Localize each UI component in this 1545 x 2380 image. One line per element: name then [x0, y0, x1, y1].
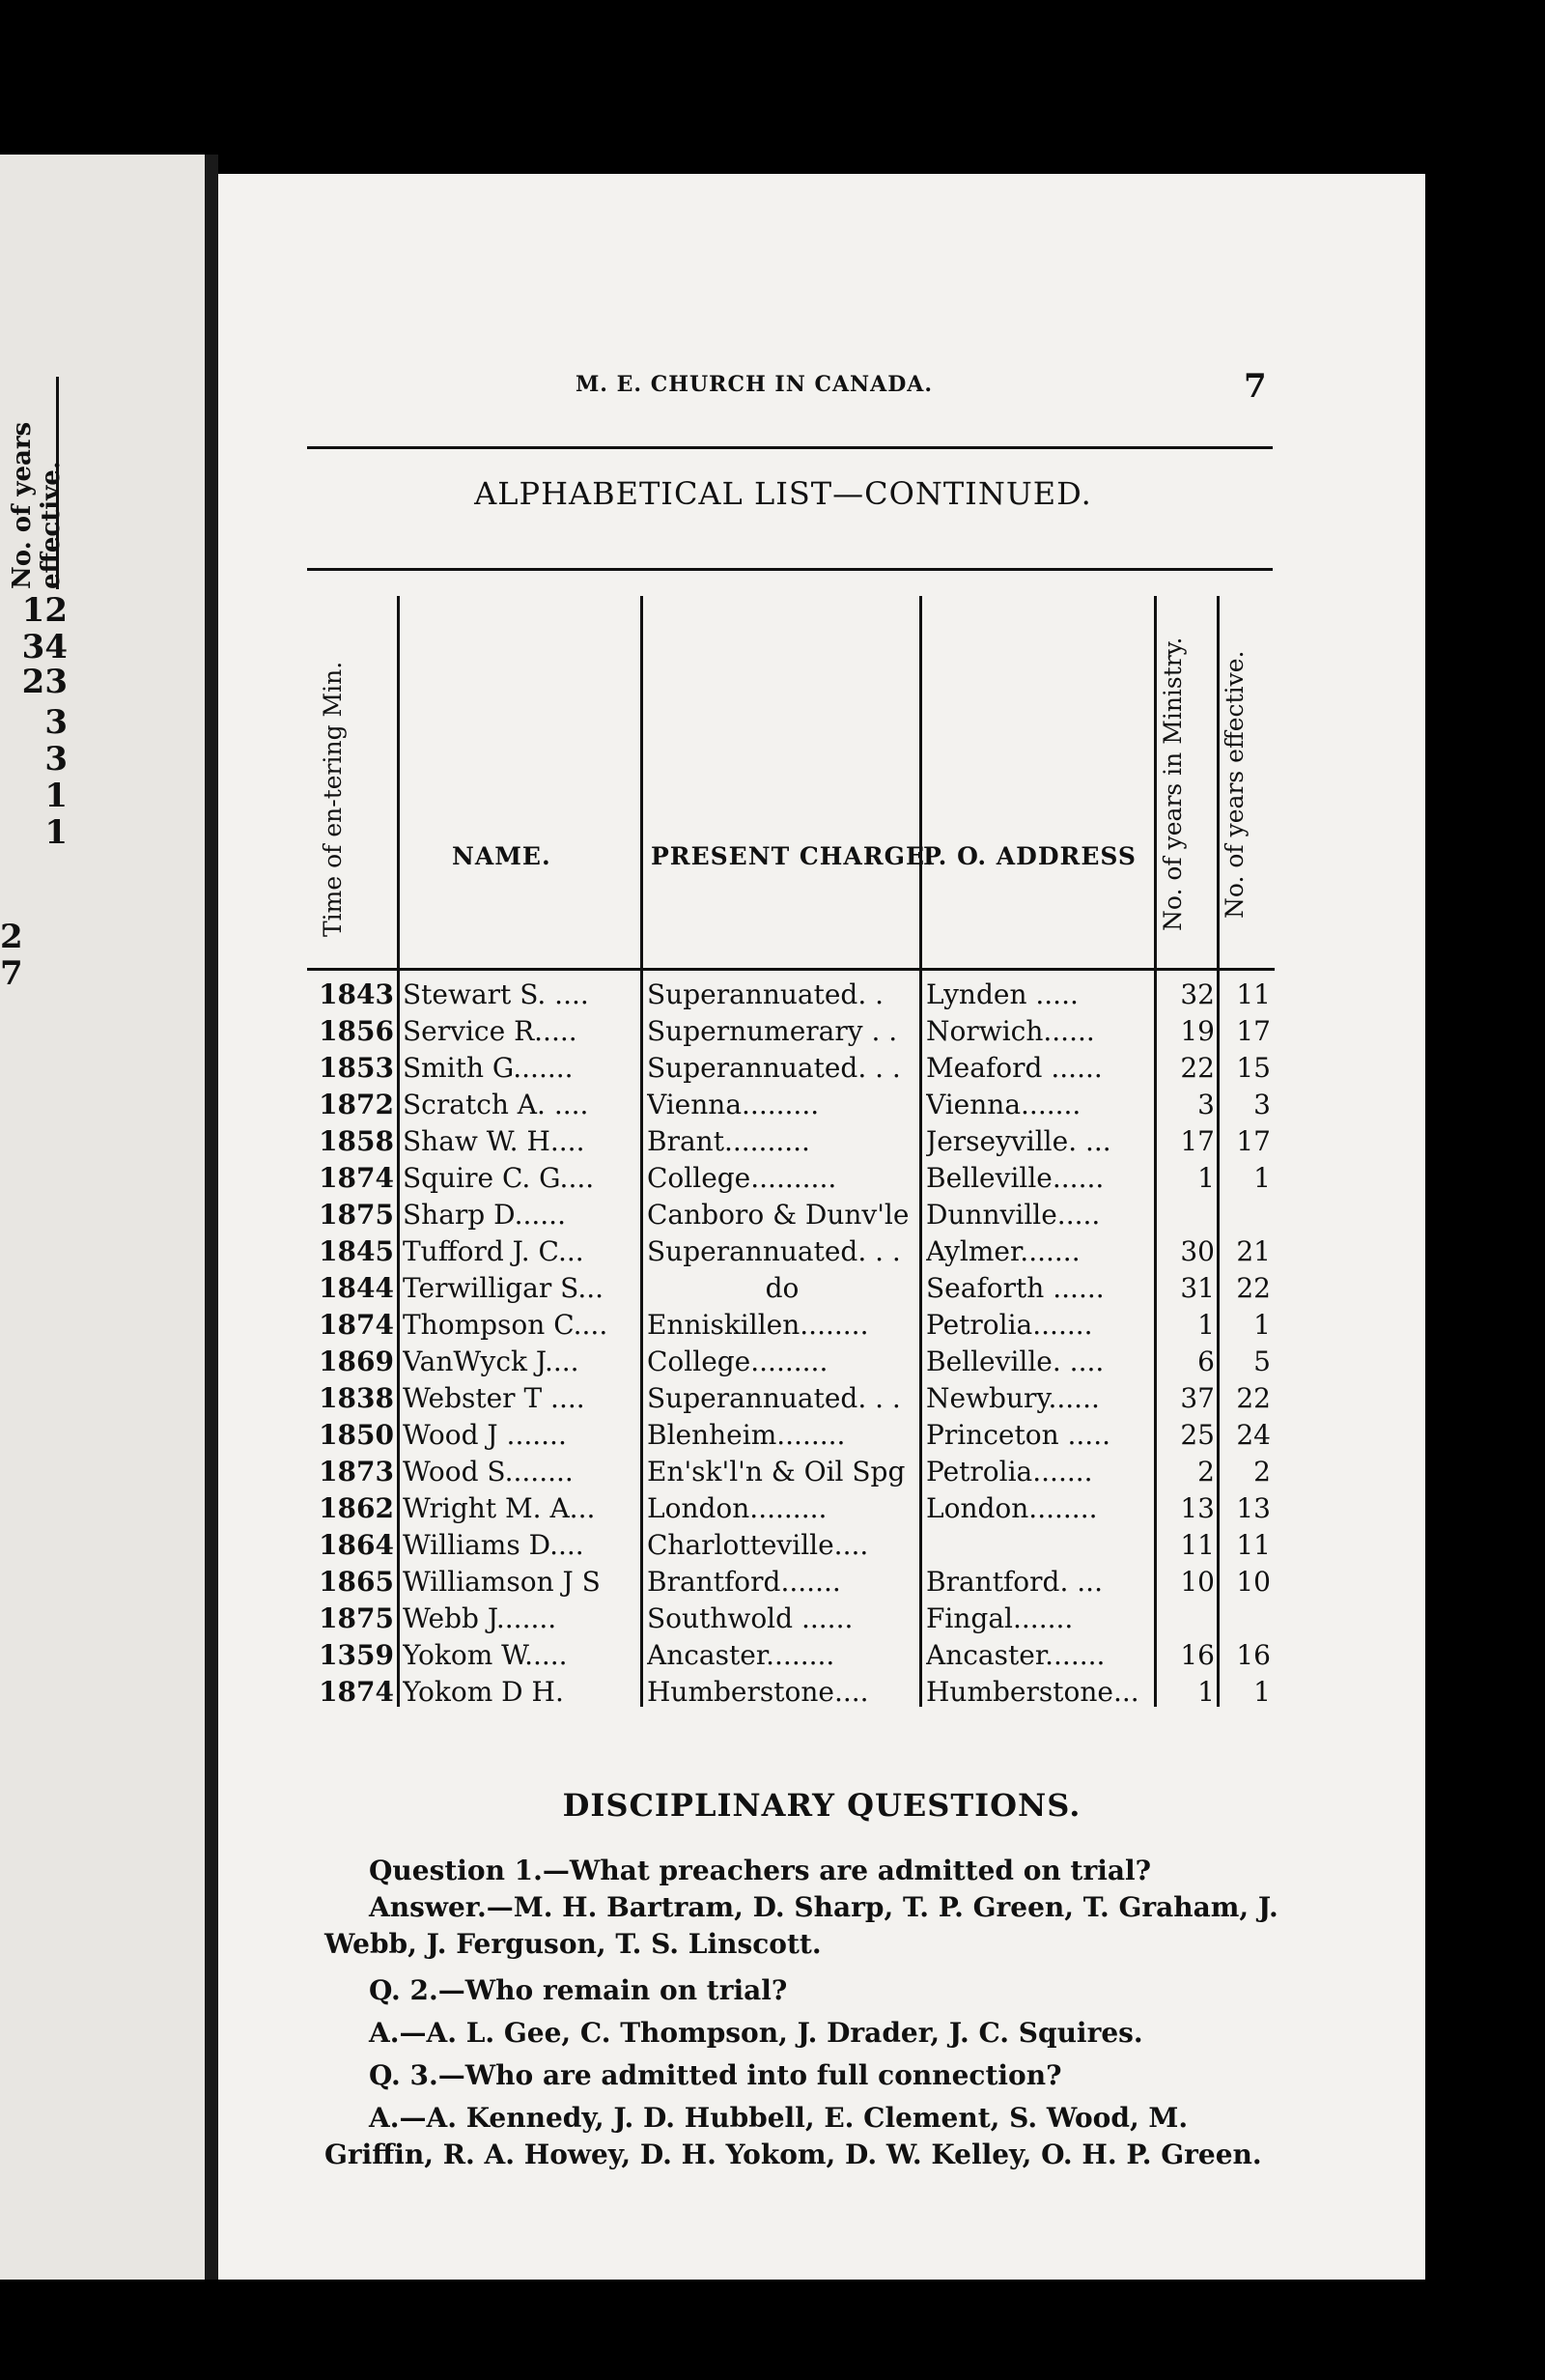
facing-page-header: No. of years effective. — [8, 377, 59, 589]
cell-ministry: 1 — [1197, 1162, 1215, 1194]
header-rule — [307, 446, 1273, 449]
cell-address: Fingal....... — [926, 1602, 1074, 1634]
cell-address: London........ — [926, 1492, 1098, 1524]
question-3: Q. 3.—Who are admitted into full connection? — [369, 2059, 1062, 2091]
cell-year: 1875 — [319, 1199, 394, 1231]
table-row — [307, 1307, 1275, 1344]
cell-charge: Ancaster........ — [647, 1639, 835, 1671]
table-row — [307, 1233, 1275, 1270]
cell-name: Shaw W. H.... — [403, 1125, 585, 1157]
table-row — [307, 1270, 1275, 1307]
cell-name: Thompson C.... — [403, 1309, 608, 1341]
cell-charge: Superannuated. . . — [647, 1382, 901, 1414]
cell-name: Squire C. G.... — [403, 1162, 595, 1194]
facing-page-number: 7 — [0, 954, 23, 993]
cell-charge: Blenheim........ — [647, 1419, 846, 1451]
cell-year: 1875 — [319, 1602, 394, 1634]
cell-year: 1865 — [319, 1566, 394, 1598]
cell-address: Newbury...... — [926, 1382, 1100, 1414]
cell-effective: 11 — [1236, 978, 1271, 1010]
cell-year: 1864 — [319, 1529, 394, 1561]
cell-effective: 1 — [1253, 1676, 1271, 1708]
facing-page-number: 3 — [44, 740, 68, 779]
cell-effective: 2 — [1253, 1456, 1271, 1488]
table-row — [307, 1674, 1275, 1711]
cell-ministry: 16 — [1180, 1639, 1215, 1671]
cell-charge: College.......... — [647, 1162, 837, 1194]
cell-ministry: 6 — [1197, 1346, 1215, 1377]
cell-effective: 17 — [1236, 1015, 1271, 1047]
cell-charge: Southwold ...... — [647, 1602, 854, 1634]
cell-effective: 17 — [1236, 1125, 1271, 1157]
cell-year: 1874 — [319, 1676, 394, 1708]
table-row — [307, 1380, 1275, 1417]
table-row — [307, 1490, 1275, 1527]
cell-name: Wood S........ — [403, 1456, 574, 1488]
cell-name: Scratch A. .... — [403, 1089, 589, 1120]
cell-address: Jerseyville. ... — [926, 1125, 1111, 1157]
cell-year: 1856 — [319, 1015, 394, 1047]
cell-year: 1873 — [319, 1456, 394, 1488]
cell-effective: 3 — [1253, 1089, 1271, 1120]
cell-effective: 22 — [1236, 1382, 1271, 1414]
cell-name: Wood J ....... — [403, 1419, 567, 1451]
table-row — [307, 1344, 1275, 1380]
cell-charge: Superannuated. . — [647, 978, 885, 1010]
cell-ministry: 10 — [1180, 1566, 1215, 1598]
cell-charge: Supernumerary . . — [647, 1015, 898, 1047]
answer-3: A.—A. Kennedy, J. D. Hubbell, E. Clement, S. Wood, M. Griffin, R. A. Howey, D. H. Yokom, D. W. Kelley, O. H. P. Green. — [324, 2102, 1262, 2170]
cell-address: Norwich...... — [926, 1015, 1095, 1047]
cell-name: VanWyck J.... — [403, 1346, 579, 1377]
answer-2: A.—A. L. Gee, C. Thompson, J. Drader, J. C. Squires. — [369, 2017, 1143, 2049]
table-row — [307, 1123, 1275, 1160]
cell-ministry: 2 — [1197, 1456, 1215, 1488]
cell-ministry: 1 — [1197, 1309, 1215, 1341]
running-head: M. E. CHURCH IN CANADA. — [575, 372, 934, 397]
cell-address: Dunnville..... — [926, 1199, 1101, 1231]
cell-year: 1858 — [319, 1125, 394, 1157]
cell-effective: 5 — [1253, 1346, 1271, 1377]
cell-charge: Brantford....... — [647, 1566, 841, 1598]
cell-ministry: 1 — [1197, 1676, 1215, 1708]
cell-effective: 15 — [1236, 1052, 1271, 1084]
cell-ministry: 11 — [1180, 1529, 1215, 1561]
cell-year: 1850 — [319, 1419, 394, 1451]
cell-name: Tufford J. C... — [403, 1235, 584, 1267]
cell-address: Meaford ...... — [926, 1052, 1103, 1084]
facing-page-number: 12 — [21, 591, 68, 630]
question-1: Question 1.—What preachers are admitted on trial? — [369, 1855, 1152, 1886]
cell-name: Stewart S. .... — [403, 978, 589, 1010]
table-row — [307, 977, 1275, 1013]
table-row — [307, 1087, 1275, 1123]
col-header-time: Time of en-tering Min. — [319, 661, 347, 937]
cell-charge: Superannuated. . . — [647, 1235, 901, 1267]
cell-ministry: 22 — [1180, 1052, 1215, 1084]
cell-name: Smith G....... — [403, 1052, 574, 1084]
cell-name: Webb J....... — [403, 1602, 557, 1634]
cell-year: 1874 — [319, 1309, 394, 1341]
cell-address: Vienna....... — [926, 1089, 1082, 1120]
cell-ministry: 17 — [1180, 1125, 1215, 1157]
table-row — [307, 1527, 1275, 1564]
cell-effective: 13 — [1236, 1492, 1271, 1524]
cell-year: 1843 — [319, 978, 394, 1010]
cell-effective: 1 — [1253, 1162, 1271, 1194]
ministers-table — [307, 596, 1275, 1707]
cell-address: Princeton ..... — [926, 1419, 1111, 1451]
table-row — [307, 1013, 1275, 1050]
facing-page-number: 34 — [21, 628, 68, 666]
section-title: DISCIPLINARY QUESTIONS. — [562, 1787, 1082, 1824]
cell-year: 1845 — [319, 1235, 394, 1267]
col-header-effective: No. of years effective. — [1221, 650, 1249, 919]
cell-charge: En'sk'l'n & Oil Spg — [647, 1456, 906, 1488]
cell-address: Petrolia....... — [926, 1309, 1093, 1341]
facing-page-number: 2 — [0, 918, 23, 956]
cell-address: Lynden ..... — [926, 978, 1079, 1010]
cell-address: Ancaster....... — [926, 1639, 1106, 1671]
cell-charge: College......... — [647, 1346, 829, 1377]
cell-ministry: 30 — [1180, 1235, 1215, 1267]
table-row — [307, 1197, 1275, 1233]
facing-page-fragment — [0, 155, 218, 2280]
cell-effective: 21 — [1236, 1235, 1271, 1267]
cell-year: 1869 — [319, 1346, 394, 1377]
list-title: ALPHABETICAL LIST—CONTINUED. — [474, 475, 1092, 512]
facing-page-number: 23 — [21, 663, 68, 701]
cell-charge: Brant.......... — [647, 1125, 810, 1157]
cell-name: Williams D.... — [403, 1529, 584, 1561]
cell-ministry: 19 — [1180, 1015, 1215, 1047]
cell-address: Belleville. .... — [926, 1346, 1105, 1377]
facing-page-number: 1 — [44, 813, 68, 852]
cell-charge: Canboro & Dunv'le — [647, 1199, 910, 1231]
table-row — [307, 1417, 1275, 1454]
document-page — [218, 174, 1425, 2280]
cell-charge: Charlotteville.... — [647, 1529, 869, 1561]
cell-ministry: 37 — [1180, 1382, 1215, 1414]
cell-charge: Superannuated. . . — [647, 1052, 901, 1084]
cell-ministry: 32 — [1180, 978, 1215, 1010]
cell-year: 1838 — [319, 1382, 394, 1414]
cell-effective: 1 — [1253, 1309, 1271, 1341]
cell-effective: 10 — [1236, 1566, 1271, 1598]
table-row — [307, 1601, 1275, 1637]
cell-year: 1853 — [319, 1052, 394, 1084]
cell-ministry: 31 — [1180, 1272, 1215, 1304]
table-row — [307, 1637, 1275, 1674]
col-header-address: P. O. ADDRESS — [923, 842, 1137, 870]
cell-year: 1872 — [319, 1089, 394, 1120]
cell-charge: Humberstone.... — [647, 1676, 869, 1708]
table-row — [307, 1050, 1275, 1087]
cell-charge: Vienna......... — [647, 1089, 820, 1120]
page-number: 7 — [1244, 367, 1267, 406]
answer-1: Answer.—M. H. Bartram, D. Sharp, T. P. Green, T. Graham, J. Webb, J. Ferguson, T. S. Linscott. — [324, 1891, 1278, 1960]
cell-effective: 16 — [1236, 1639, 1271, 1671]
cell-ministry: 3 — [1197, 1089, 1215, 1120]
cell-name: Service R..... — [403, 1015, 577, 1047]
cell-year: 1359 — [319, 1639, 394, 1671]
cell-charge: London......... — [647, 1492, 828, 1524]
cell-name: Yokom W..... — [403, 1639, 568, 1671]
facing-page-number: 3 — [44, 703, 68, 742]
col-header-ministry: No. of years in Ministry. — [1159, 637, 1187, 932]
cell-address: Aylmer....... — [926, 1235, 1081, 1267]
facing-page-number: 1 — [44, 777, 68, 815]
table-row — [307, 1564, 1275, 1601]
cell-charge: Enniskillen........ — [647, 1309, 869, 1341]
cell-effective: 24 — [1236, 1419, 1271, 1451]
cell-address: Petrolia....... — [926, 1456, 1093, 1488]
cell-year: 1862 — [319, 1492, 394, 1524]
table-row — [307, 1160, 1275, 1197]
cell-ministry: 25 — [1180, 1419, 1215, 1451]
cell-name: Yokom D H. — [403, 1676, 564, 1708]
cell-year: 1874 — [319, 1162, 394, 1194]
cell-effective: 11 — [1236, 1529, 1271, 1561]
cell-effective: 22 — [1236, 1272, 1271, 1304]
cell-charge: do — [765, 1272, 800, 1304]
header-bottom-rule — [307, 968, 1275, 971]
cell-name: Sharp D...... — [403, 1199, 566, 1231]
cell-ministry: 13 — [1180, 1492, 1215, 1524]
col-header-charge: PRESENT CHARGE. — [651, 842, 935, 870]
cell-name: Webster T .... — [403, 1382, 585, 1414]
table-row — [307, 1454, 1275, 1490]
cell-address: Seaforth ...... — [926, 1272, 1105, 1304]
question-2: Q. 2.—Who remain on trial? — [369, 1974, 788, 2006]
cell-name: Wright M. A... — [403, 1492, 596, 1524]
cell-name: Terwilligar S... — [403, 1272, 604, 1304]
cell-address: Humberstone... — [926, 1676, 1139, 1708]
col-header-name: NAME. — [452, 842, 551, 870]
cell-address: Brantford. ... — [926, 1566, 1103, 1598]
cell-address: Belleville...... — [926, 1162, 1105, 1194]
title-rule — [307, 568, 1273, 571]
cell-name: Williamson J S — [403, 1566, 601, 1598]
cell-year: 1844 — [319, 1272, 394, 1304]
